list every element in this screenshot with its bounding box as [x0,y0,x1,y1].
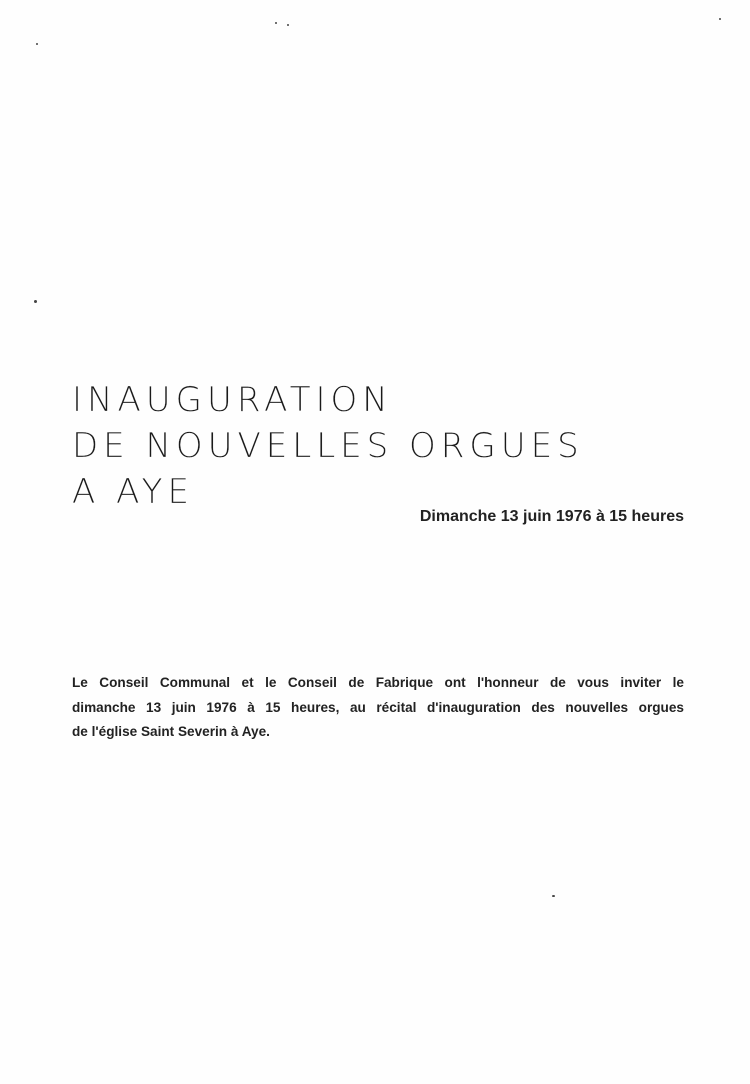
invitation-paragraph [72,671,684,745]
title-line-1: INAUGURATION [72,380,393,420]
event-date-subtitle: Dimanche 13 juin 1976 à 15 heures [419,508,684,525]
title-line-2: DE NOUVELLES ORGUES [72,426,584,466]
scan-speck [34,300,37,303]
scan-speck [719,18,721,20]
document-title [72,377,712,515]
invitation-line-3: de l'église Saint Severin à Aye. [72,724,270,739]
scan-speck [275,22,277,24]
invitation-line-2: dimanche 13 juin 1976 à 15 heures, au récital d'inauguration des nouvelles orgues [72,699,684,715]
scan-speck [36,43,38,45]
scan-speck [552,895,555,897]
invitation-line-1: Le Conseil Communal et le Conseil de Fabrique ont l'honneur de vous inviter le [72,675,684,690]
title-line-3: A AYE [72,472,194,512]
scan-speck [287,24,289,26]
